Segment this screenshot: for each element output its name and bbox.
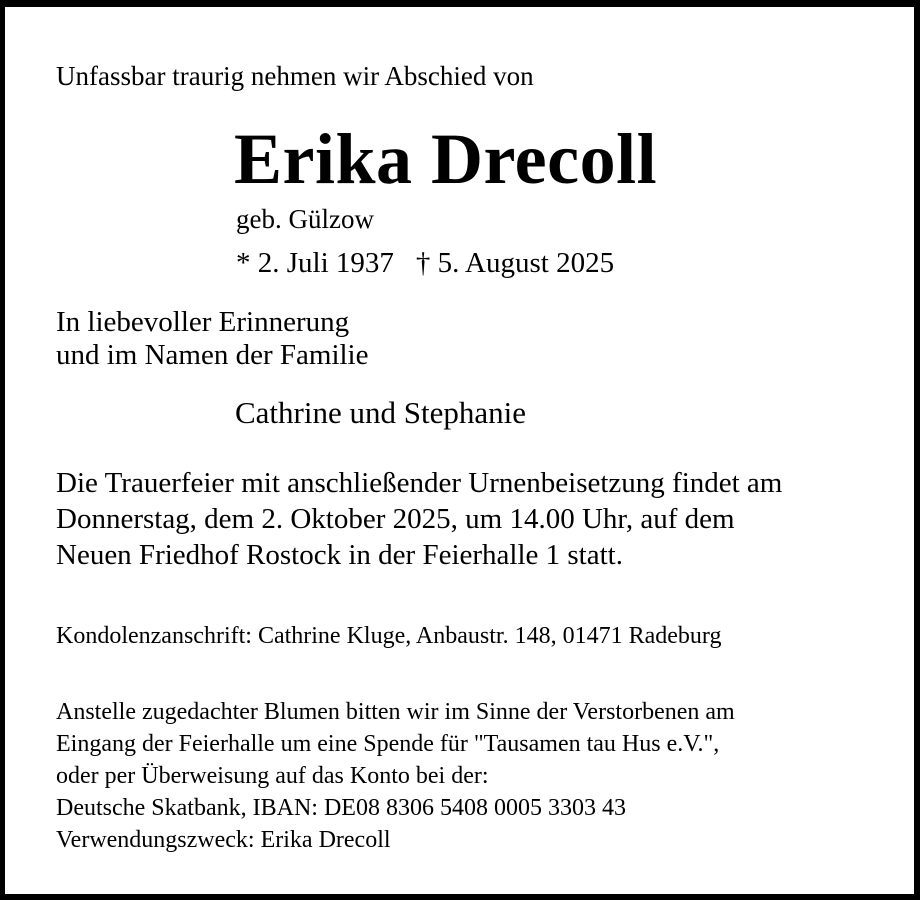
deceased-name: Erika Drecoll xyxy=(234,119,658,199)
mourners-names: Cathrine und Stephanie xyxy=(235,395,526,430)
birth-date: * 2. Juli 1937 xyxy=(236,247,394,279)
service-line: Neuen Friedhof Rostock in der Feierhalle 1 statt. xyxy=(56,539,623,571)
intro-text: Unfassbar traurig nehmen wir Abschied von xyxy=(56,61,534,91)
service-line: Die Trauerfeier mit anschließender Urnenbeisetzung findet am xyxy=(56,467,783,499)
memory-text xyxy=(56,306,369,372)
bank-details: Deutsche Skatbank, IBAN: DE08 8306 5408 0005 3303 43 xyxy=(56,795,626,821)
donation-info xyxy=(56,696,735,856)
donation-line: Eingang der Feierhalle um eine Spende für "Tausamen tau Hus e.V.", xyxy=(56,731,720,757)
donation-line: Anstelle zugedachter Blumen bitten wir im Sinne der Verstorbenen am xyxy=(56,699,735,725)
death-date: † 5. August 2025 xyxy=(415,247,615,279)
life-dates xyxy=(236,245,614,281)
memory-line: und im Namen der Familie xyxy=(56,339,369,371)
condolence-address: Kondolenzanschrift: Cathrine Kluge, Anbaustr. 148, 01471 Radeburg xyxy=(56,623,722,649)
donation-line: oder per Überweisung auf das Konto bei der: xyxy=(56,763,489,789)
funeral-service-info xyxy=(56,465,782,573)
maiden-name: geb. Gülzow xyxy=(236,204,374,234)
service-line: Donnerstag, dem 2. Oktober 2025, um 14.00 Uhr, auf dem xyxy=(56,503,735,535)
payment-reference: Verwendungszweck: Erika Drecoll xyxy=(56,827,391,853)
memory-line: In liebevoller Erinnerung xyxy=(56,306,350,338)
